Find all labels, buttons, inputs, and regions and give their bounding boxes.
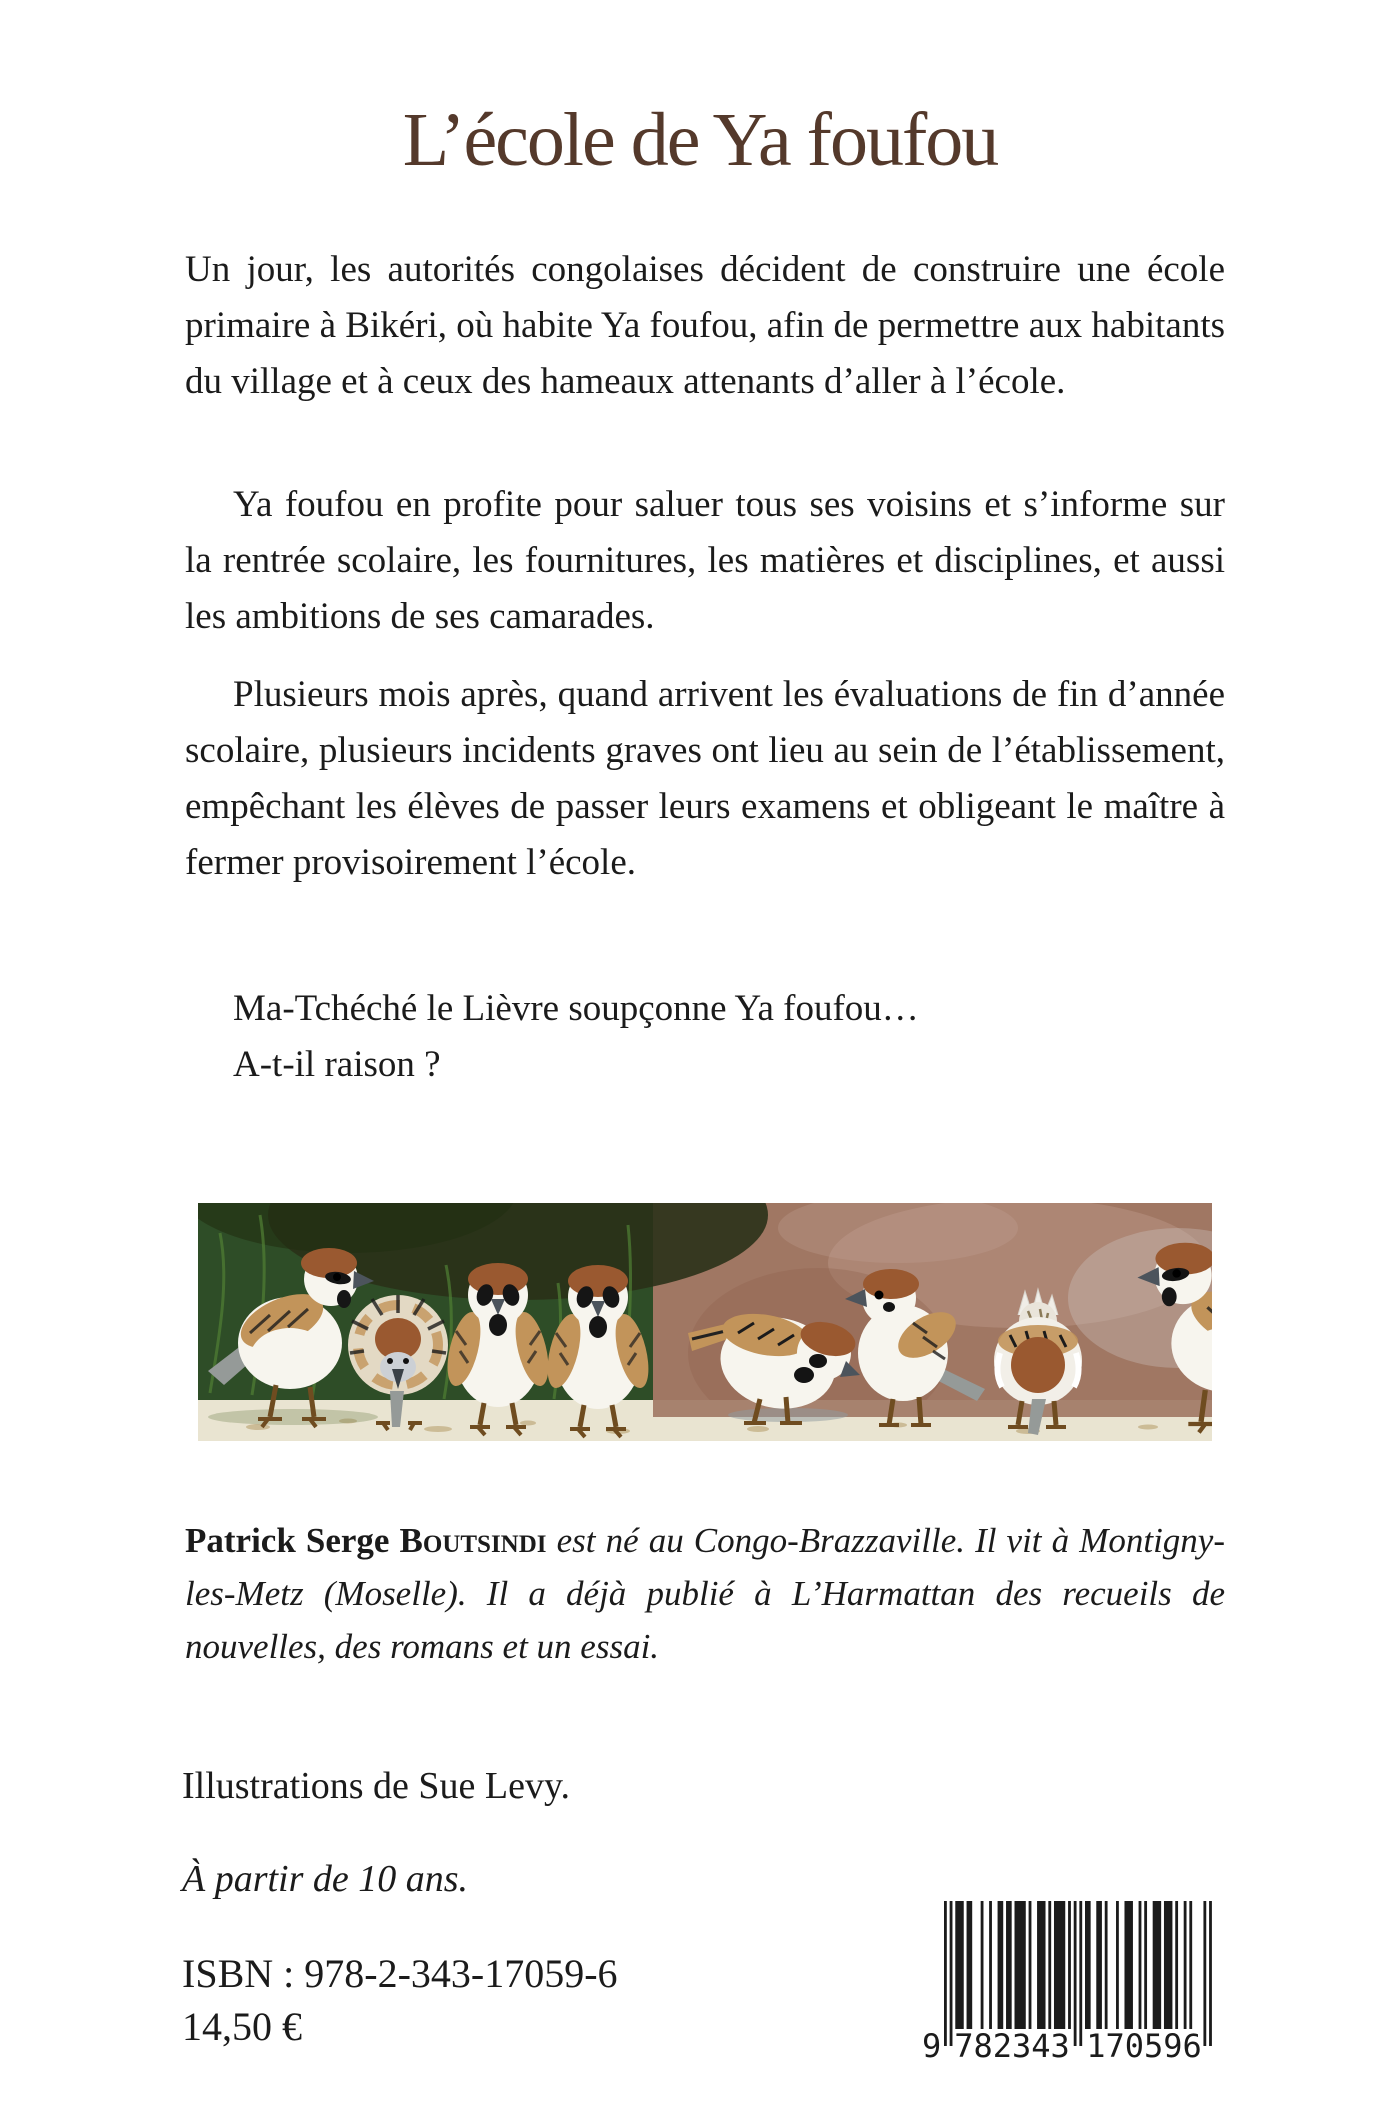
isbn-text: ISBN : 978-2-343-17059-6 xyxy=(182,1951,618,1996)
price-text: 14,50 € xyxy=(182,2004,302,2049)
synopsis-paragraph-3: Plusieurs mois après, quand arrivent les évaluations de fin d’année scolaire, plusieurs incidents graves ont lieu au sein de l’établissement, empêchant les élèves de passer leurs examens et obligeant le maître à fermer provisoirement l’école. xyxy=(185,674,1225,883)
author-first-names: Patrick Serge xyxy=(185,1521,400,1560)
teaser-line-2: A-t-il raison ? xyxy=(233,1044,441,1085)
ean13-barcode xyxy=(920,1899,1220,2063)
book-title: L’école de Ya foufou xyxy=(402,98,998,182)
sparrows-illustration xyxy=(198,1203,1212,1441)
author-bio xyxy=(185,1514,1225,1673)
barcode-digit-first: 9 xyxy=(922,2027,942,2063)
age-recommendation: À partir de 10 ans. xyxy=(182,1858,469,1900)
barcode-digits-right-group: 170596 xyxy=(1086,2027,1202,2063)
author-bio-text: est né au Congo-Brazzaville. Il vit à Montigny-les-Metz (Moselle). Il a déjà publié à L’Harmattan des recueils de nouvelles, des romans et un essai. xyxy=(185,1521,1225,1666)
illustrator-credit: Illustrations de Sue Levy. xyxy=(182,1765,571,1807)
author-surname: Boutsindi xyxy=(399,1521,547,1560)
barcode-digits-left-group: 782343 xyxy=(954,2027,1070,2063)
synopsis-paragraph-1: Un jour, les autorités congolaises décident de construire une école primaire à Bikéri, où habite Ya foufou, afin de permettre aux habitants du village et à ceux des hameaux attenants d’aller à l’école. xyxy=(185,249,1225,402)
synopsis-paragraph-2: Ya foufou en profite pour saluer tous ses voisins et s’informe sur la rentrée scolaire, les fournitures, les matières et disciplines, et aussi les ambitions de ses camarades. xyxy=(185,484,1225,637)
teaser-line-1: Ma-Tchéché le Lièvre soupçonne Ya foufou… xyxy=(233,988,919,1029)
synopsis-teaser xyxy=(185,981,1225,1093)
